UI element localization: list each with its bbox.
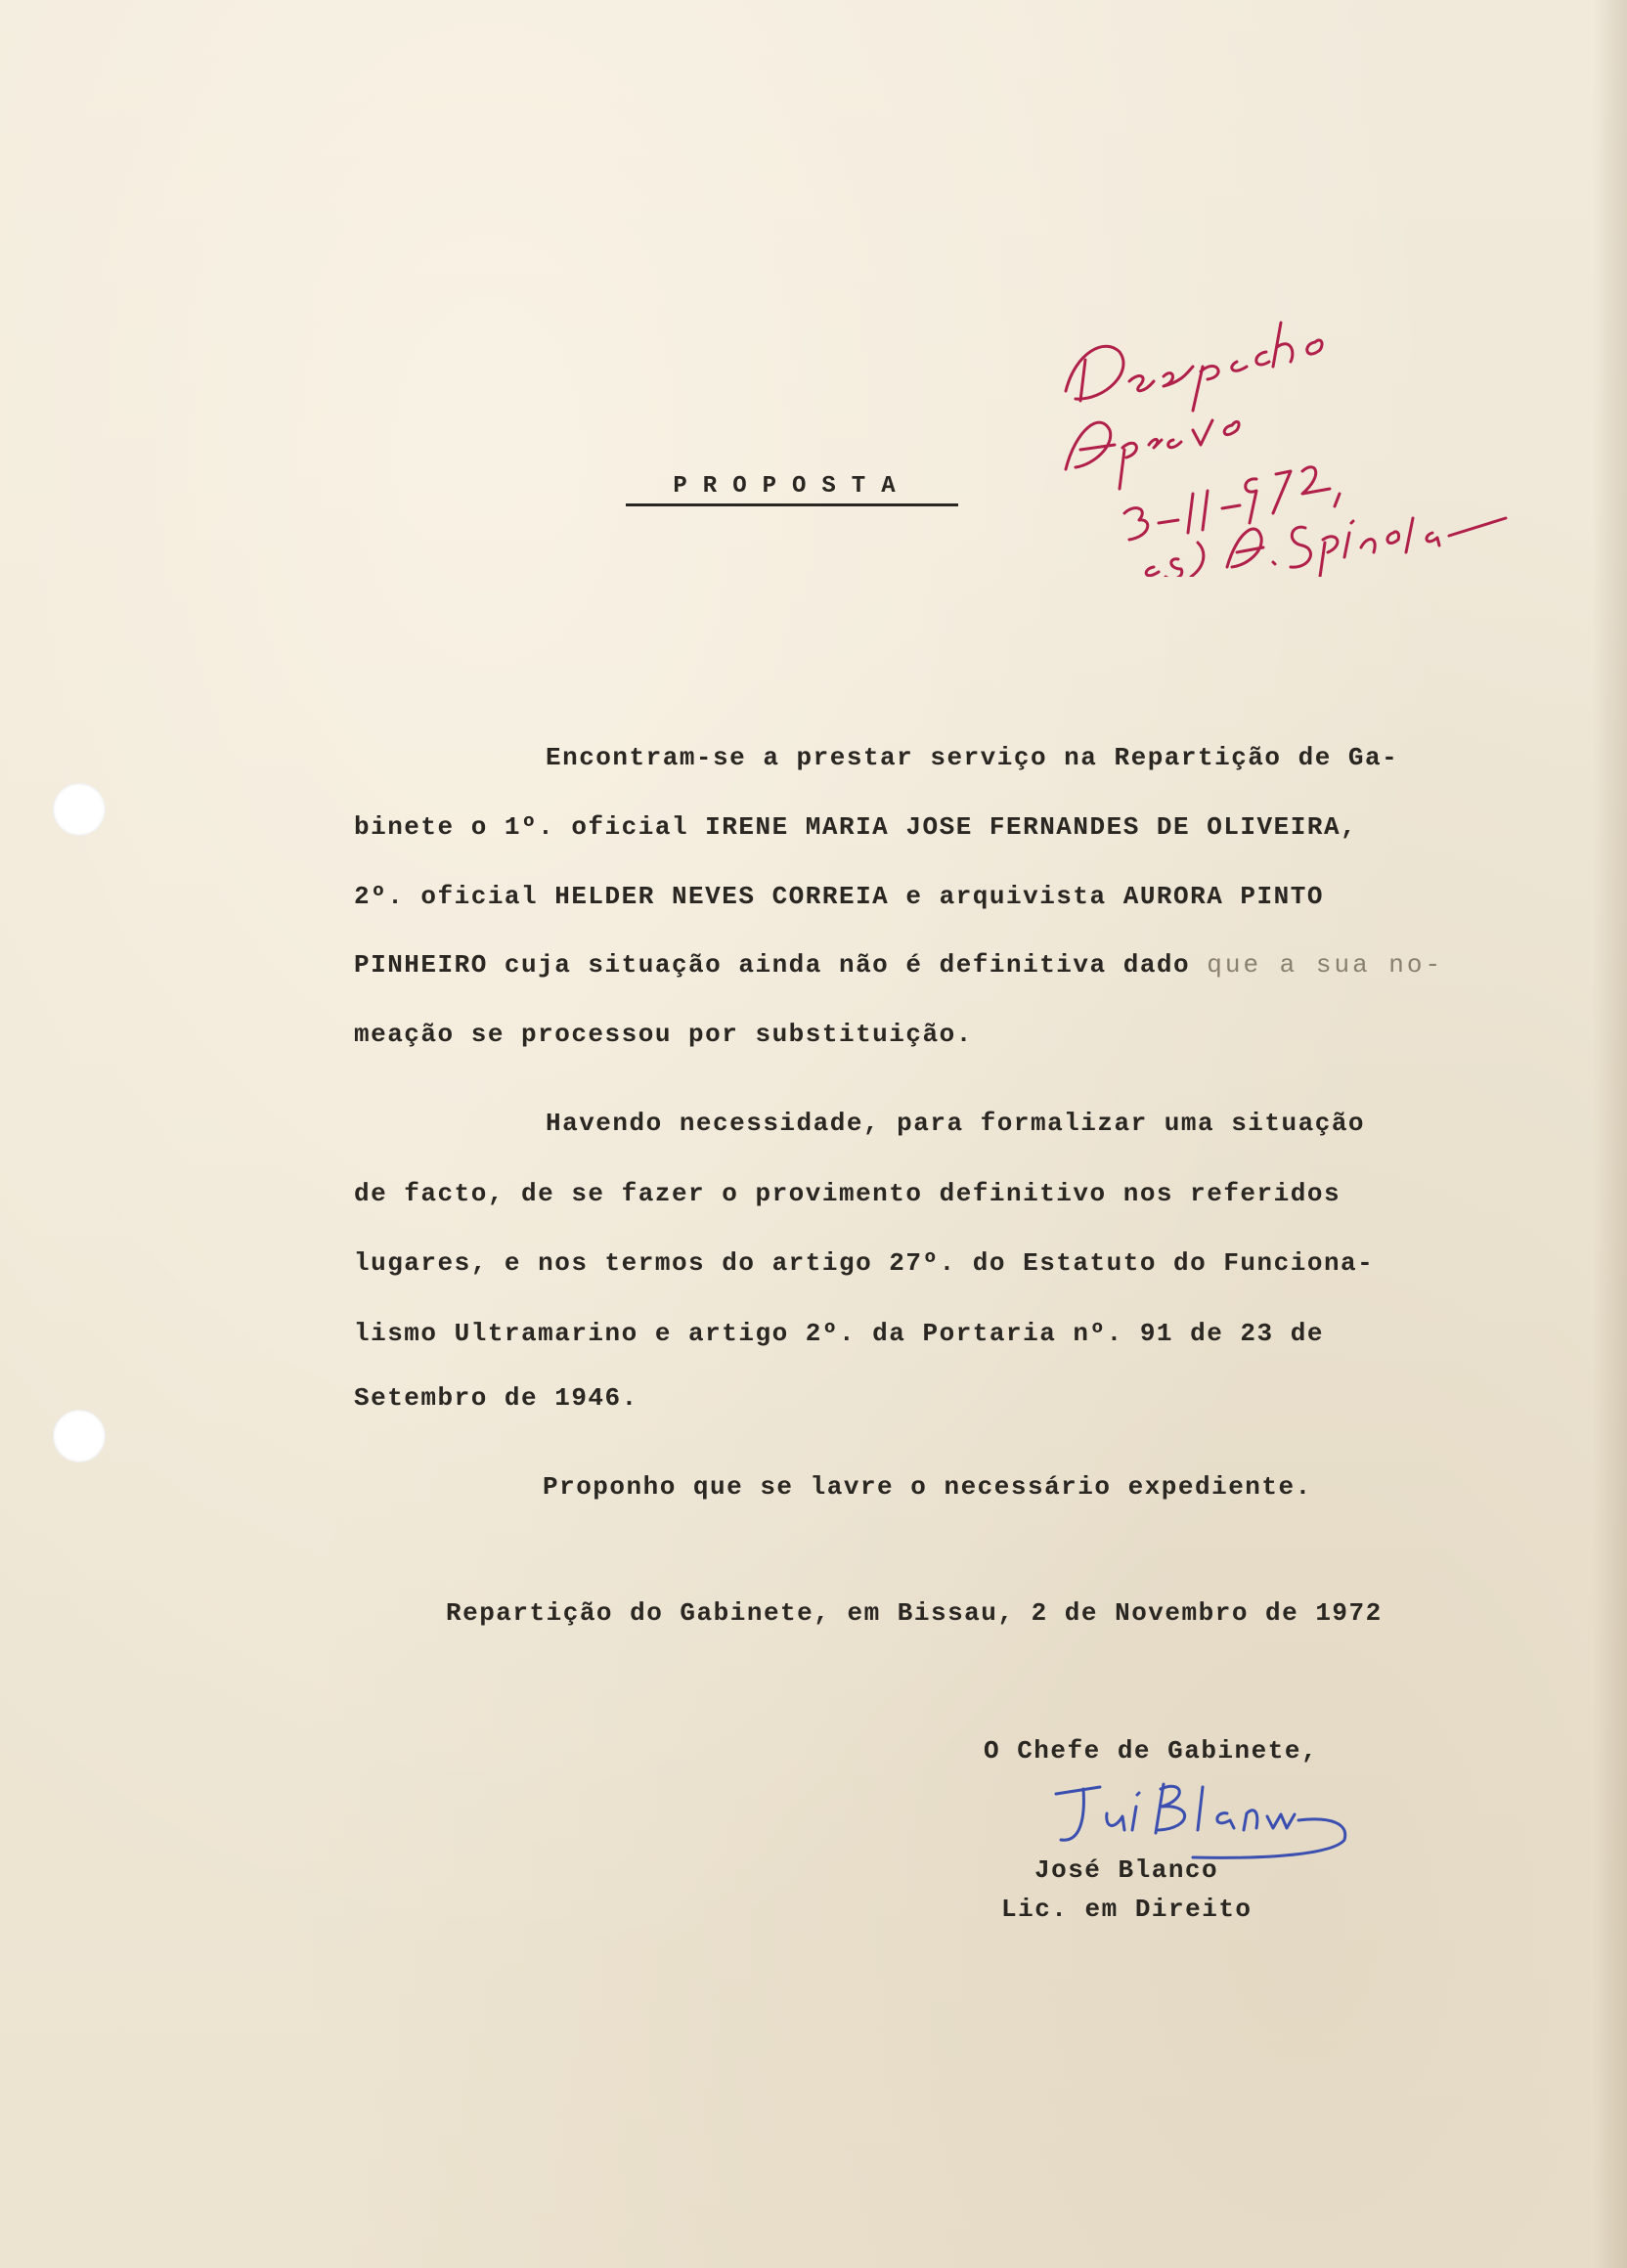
paragraph-1-line-5: meação se processou por substituição. (354, 1020, 973, 1049)
paragraph-1-line-4-text: PINHEIRO cuja situação ainda não é definitiva dado (354, 950, 1191, 980)
paragraph-1-line-1: Encontram-se a prestar serviço na Repartição de Ga- (546, 743, 1399, 772)
page-edge-shadow (1592, 0, 1627, 2268)
paragraph-1-line-4 (354, 950, 1443, 980)
paragraph-1-faint-text: que a sua no- (1207, 950, 1444, 980)
paragraph-2-line-5: Setembro de 1946. (354, 1383, 638, 1413)
paragraph-2-line-4: lismo Ultramarino e artigo 2º. da Portaria nº. 91 de 23 de (354, 1319, 1324, 1348)
signatory-name: José Blanco (1034, 1855, 1219, 1885)
paragraph-3: Proponho que se lavre o necessário expediente. (543, 1472, 1312, 1502)
signatory-title: Lic. em Direito (1001, 1895, 1253, 1924)
punch-hole-top (53, 783, 106, 836)
paragraph-1-line-2: binete o 1º. oficial IRENE MARIA JOSE FERNANDES DE OLIVEIRA, (354, 812, 1358, 842)
signatory-role: O Chefe de Gabinete, (984, 1736, 1319, 1766)
paragraph-1-line-3: 2º. oficial HELDER NEVES CORREIA e arquivista AURORA PINTO (354, 882, 1324, 911)
paragraph-2-line-2: de facto, de se fazer o provimento definitivo nos referidos (354, 1179, 1341, 1208)
punch-hole-bottom (53, 1410, 106, 1462)
paragraph-2-line-1: Havendo necessidade, para formalizar uma situação (546, 1109, 1366, 1138)
document-title: PROPOSTA (626, 473, 958, 506)
place-and-date: Repartição do Gabinete, em Bissau, 2 de Novembro de 1972 (446, 1598, 1383, 1628)
paragraph-2-line-3: lugares, e nos termos do artigo 27º. do Estatuto do Funciona- (354, 1248, 1375, 1278)
handwritten-despacho-annotation (1046, 284, 1545, 577)
